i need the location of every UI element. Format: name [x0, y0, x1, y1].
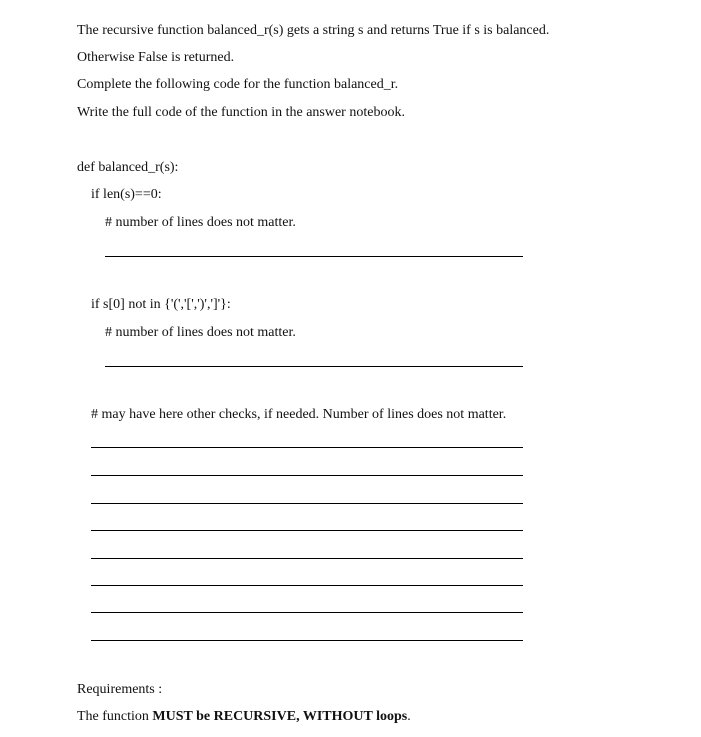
requirements-text	[77, 708, 411, 726]
answer-blank-line	[105, 366, 523, 367]
code-comment-1: # number of lines does not matter.	[105, 215, 296, 230]
requirements-emphasis: MUST be RECURSIVE, WITHOUT loops	[152, 709, 408, 724]
answer-blank-line	[91, 558, 523, 559]
intro-line-4: Write the full code of the function in the answer notebook.	[77, 105, 405, 120]
answer-blank-line	[91, 503, 523, 504]
requirements-heading: Requirements :	[77, 682, 163, 697]
code-if-len-line: if len(s)==0:	[91, 187, 162, 202]
intro-line-1: The recursive function balanced_r(s) gets a string s and returns True if s is balanced.	[77, 23, 550, 38]
requirements-text-prefix: The function	[77, 709, 153, 724]
answer-blank-line	[91, 447, 523, 448]
answer-blank-line	[91, 612, 523, 613]
code-if-s0-line: if s[0] not in {'(','[',')',']'}:	[91, 297, 231, 312]
answer-blank-line	[105, 256, 523, 257]
intro-line-2: Otherwise False is returned.	[77, 50, 235, 65]
answer-blank-line	[91, 475, 523, 476]
answer-blank-line	[91, 585, 523, 586]
answer-blank-line	[91, 530, 523, 531]
code-comment-3: # may have here other checks, if needed. Number of lines does not matter.	[91, 407, 507, 422]
code-comment-2: # number of lines does not matter.	[105, 325, 296, 340]
code-def-line: def balanced_r(s):	[77, 160, 179, 175]
intro-line-3: Complete the following code for the function balanced_r.	[77, 77, 399, 92]
requirements-text-suffix: .	[407, 709, 411, 724]
answer-blank-line	[91, 640, 523, 641]
